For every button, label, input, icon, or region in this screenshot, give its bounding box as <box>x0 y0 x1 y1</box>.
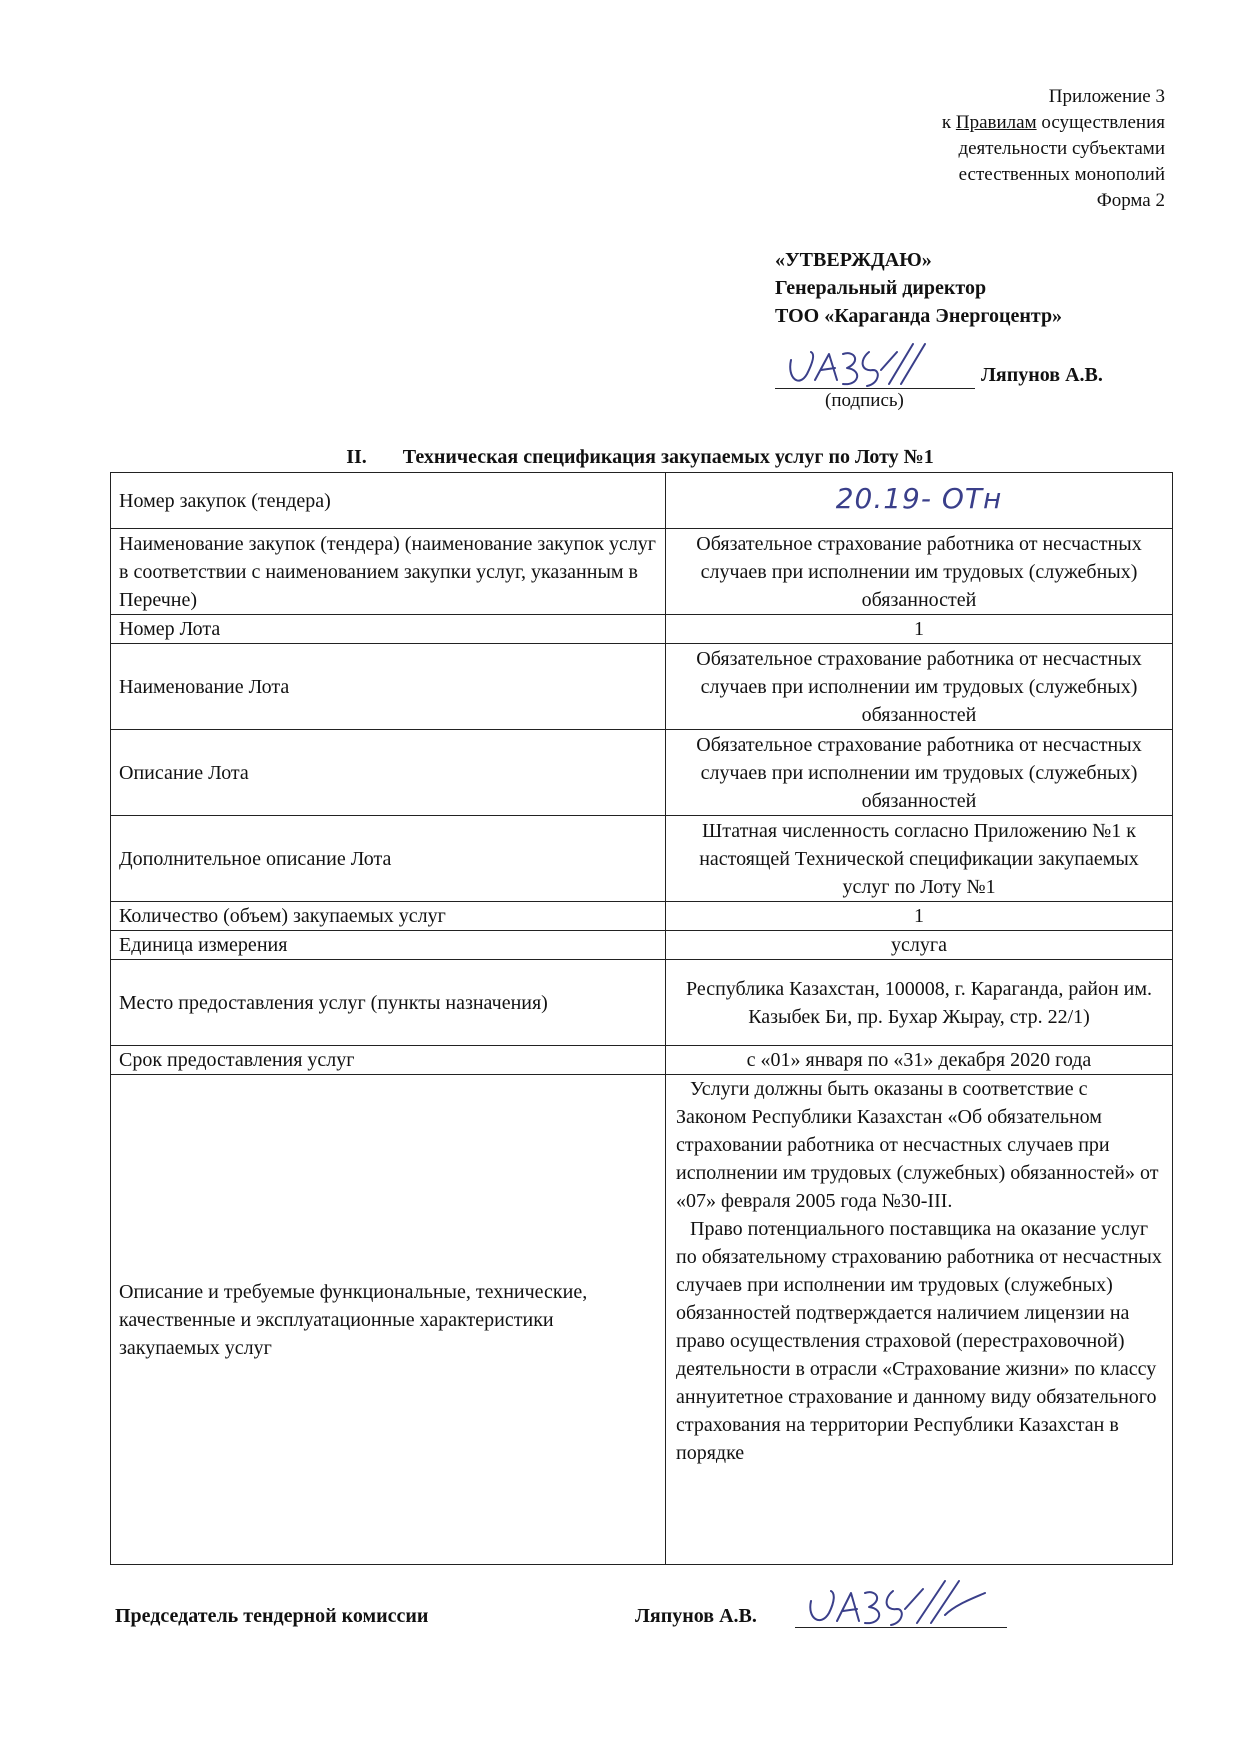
approval-block <box>775 246 1195 330</box>
approval-position: Генеральный директор <box>775 277 987 299</box>
annex-header <box>745 84 1165 214</box>
row-label: Срок предоставления услуг <box>111 1046 666 1075</box>
section-number: II. <box>346 446 367 468</box>
section-title-text: Техническая спецификация закупаемых услуг по Лоту №1 <box>402 446 934 468</box>
rules-link[interactable]: Правилам <box>955 112 1037 133</box>
annex-form-number: Форма 2 <box>1096 190 1165 211</box>
annex-line-1: Приложение 3 <box>1048 86 1165 107</box>
table-row <box>111 473 1173 529</box>
row-label: Номер Лота <box>111 615 666 644</box>
commission-chair-name: Ляпунов А.В. <box>635 1605 757 1627</box>
row-value: 1 <box>666 615 1173 644</box>
table-row <box>111 960 1173 1046</box>
row-value: услуга <box>666 931 1173 960</box>
approval-signer: Ляпунов А.В. <box>981 364 1103 386</box>
annex-line-3: деятельности субъектами <box>958 138 1165 159</box>
annex-line-2-suffix: осуществления <box>1036 112 1165 133</box>
commission-chair-role: Председатель тендерной комиссии <box>115 1605 429 1627</box>
row-value: Обязательное страхование работника от несчастных случаев при исполнении им трудовых (служебных) обязанностей <box>666 644 1173 730</box>
row-label: Наименование закупок (тендера) (наименование закупок услуг в соответствии с наименованием закупки услуг, указанным в Перечне) <box>111 529 666 615</box>
section-title <box>110 446 1170 469</box>
approval-company: ТОО «Караганда Энергоцентр» <box>775 305 1063 327</box>
tender-number: 20.19- ОТн <box>835 482 1003 515</box>
requirements-paragraph-1: Услуги должны быть оказаны в соответствие с Законом Республики Казахстан «Об обязательном страховании работника от несчастных случаев при исполнении им трудовых (служебных) обязанностей» от «07» февраля 2005 года №30-III. <box>676 1078 1159 1212</box>
row-label: Описание Лота <box>111 730 666 816</box>
row-value: Обязательное страхование работника от несчастных случаев при исполнении им трудовых (служебных) обязанностей <box>666 529 1173 615</box>
table-row <box>111 615 1173 644</box>
signature-line <box>775 388 975 389</box>
table-row <box>111 644 1173 730</box>
signature-caption: (подпись) <box>825 390 904 411</box>
row-label: Наименование Лота <box>111 644 666 730</box>
row-label: Единица измерения <box>111 931 666 960</box>
table-row <box>111 1046 1173 1075</box>
row-value: Республика Казахстан, 100008, г. Караганда, район им. Казыбек Би, пр. Бухар Жырау, стр. 22/1) <box>666 960 1173 1046</box>
row-label: Место предоставления услуг (пункты назначения) <box>111 960 666 1046</box>
table-row <box>111 529 1173 615</box>
director-signature <box>785 340 965 392</box>
annex-line-2 <box>745 110 1165 136</box>
row-value: 1 <box>666 902 1173 931</box>
approval-stamp: «УТВЕРЖДАЮ» <box>775 249 932 271</box>
annex-line-4: естественных монополий <box>958 164 1165 185</box>
approval-signature-row <box>775 340 1195 411</box>
table-row <box>111 1075 1173 1565</box>
requirements-paragraph-2: Право потенциального поставщика на оказание услуг по обязательному страхованию работника от несчастных случаев при исполнении им трудовых (служебных) обязанностей подтверждается наличием лицензии на право осуществления страховой (перестраховочной) деятельности в отрасли «Страхование жизни» по классу аннуитетное страхование и данному виду обязательного страхования на территории Республики Казахстан в порядке <box>676 1218 1162 1464</box>
row-value: с «01» января по «31» декабря 2020 года <box>666 1046 1173 1075</box>
row-value <box>666 473 1173 529</box>
chair-signature <box>805 1575 995 1631</box>
table-row <box>111 902 1173 931</box>
table-row <box>111 931 1173 960</box>
row-label: Номер закупок (тендера) <box>111 473 666 529</box>
row-label: Количество (объем) закупаемых услуг <box>111 902 666 931</box>
row-label: Описание и требуемые функциональные, технические, качественные и эксплуатационные характеристики закупаемых услуг <box>111 1075 666 1565</box>
annex-line-2-prefix: к <box>941 112 956 133</box>
table-row <box>111 816 1173 902</box>
row-value: Обязательное страхование работника от несчастных случаев при исполнении им трудовых (служебных) обязанностей <box>666 730 1173 816</box>
row-label: Дополнительное описание Лота <box>111 816 666 902</box>
row-value: Штатная численность согласно Приложению №1 к настоящей Технической спецификации закупаемых услуг по Лоту №1 <box>666 816 1173 902</box>
row-value <box>666 1075 1173 1565</box>
spec-table <box>110 472 1173 1565</box>
table-row <box>111 730 1173 816</box>
commission-signature-block <box>115 1605 1115 1665</box>
